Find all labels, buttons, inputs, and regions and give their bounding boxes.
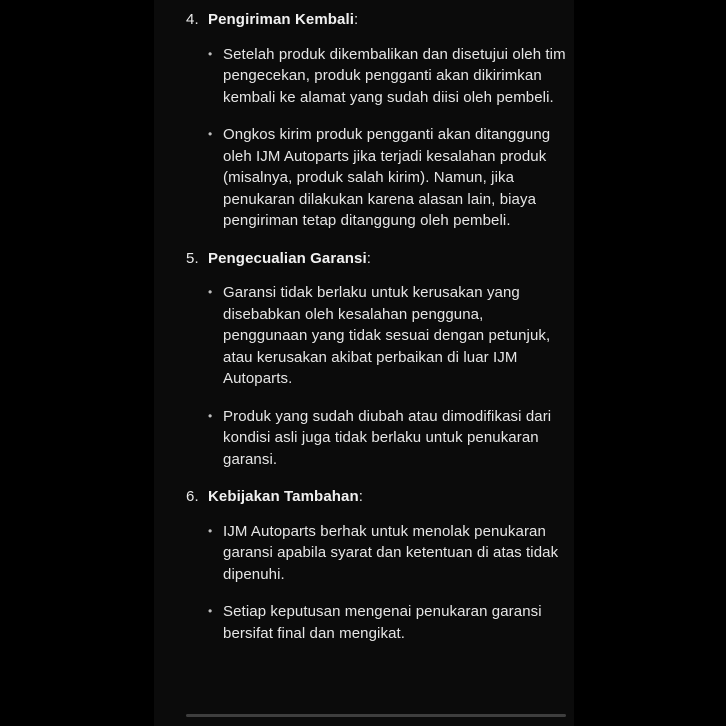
item-title [208, 9, 358, 31]
bullet-dot: • [208, 46, 213, 61]
item-number: 6. [186, 488, 199, 505]
item-heading [186, 486, 566, 508]
bullet-item [186, 406, 566, 471]
bullet-dot: • [208, 285, 213, 299]
bullet-text: Garansi tidak berlaku untuk kerusakan yang disebabkan oleh kesalahan pengguna, penggunaan yang tidak sesuai dengan petunjuk, atau kerusakan akibat perbaikan di luar IJM Autoparts. [223, 284, 551, 387]
bottom-divider [186, 714, 566, 717]
item-title [208, 486, 363, 508]
bullet-text: Produk yang sudah diubah atau dimodifikasi dari kondisi asli juga tidak berlaku untuk penukaran garansi. [223, 407, 552, 468]
bullet-dot: • [208, 523, 213, 538]
bullet-item [186, 124, 566, 232]
policy-item-4 [186, 9, 566, 232]
item-title-colon: : [354, 11, 359, 28]
bullet-item [186, 601, 566, 644]
item-title-text: Kebijakan Tambahan [208, 488, 359, 505]
item-title-text: Pengecualian Garansi [208, 249, 367, 267]
item-title-text: Pengiriman Kembali [208, 11, 355, 28]
bullet-dot: • [208, 604, 213, 618]
policy-item-6 [186, 486, 566, 644]
policy-content-panel [154, 0, 574, 726]
item-heading [186, 9, 566, 31]
bullet-dot: • [208, 408, 213, 423]
bullet-text: Setelah produk dikembalikan dan disetujui oleh tim pengecekan, produk pengganti akan dikirimkan kembali ke alamat yang sudah diisi oleh pembeli. [223, 45, 566, 106]
bullet-text: IJM Autoparts berhak untuk menolak penukaran garansi apabila syarat dan ketentuan di atas tidak dipenuhi. [223, 522, 559, 583]
item-title [208, 248, 371, 270]
bullet-item [186, 282, 566, 390]
item-number: 5. [186, 249, 199, 267]
item-heading [186, 248, 566, 270]
bullet-item [186, 521, 566, 586]
bullet-dot: • [208, 127, 213, 141]
bullet-item [186, 44, 566, 109]
policy-item-5 [186, 248, 566, 471]
item-title-colon: : [358, 488, 364, 505]
bullet-text: Ongkos kirim produk pengganti akan ditanggung oleh IJM Autoparts jika terjadi kesalahan produk (misalnya, produk salah kirim). Namun, jika penukaran dilakukan karena alasan lain, biaya pengiriman tetap ditanggung oleh pembeli. [223, 126, 551, 229]
item-title-colon: : [366, 249, 372, 267]
bullet-text: Setiap keputusan mengenai penukaran garansi bersifat final dan mengikat. [223, 603, 542, 642]
item-number: 4. [186, 11, 199, 28]
